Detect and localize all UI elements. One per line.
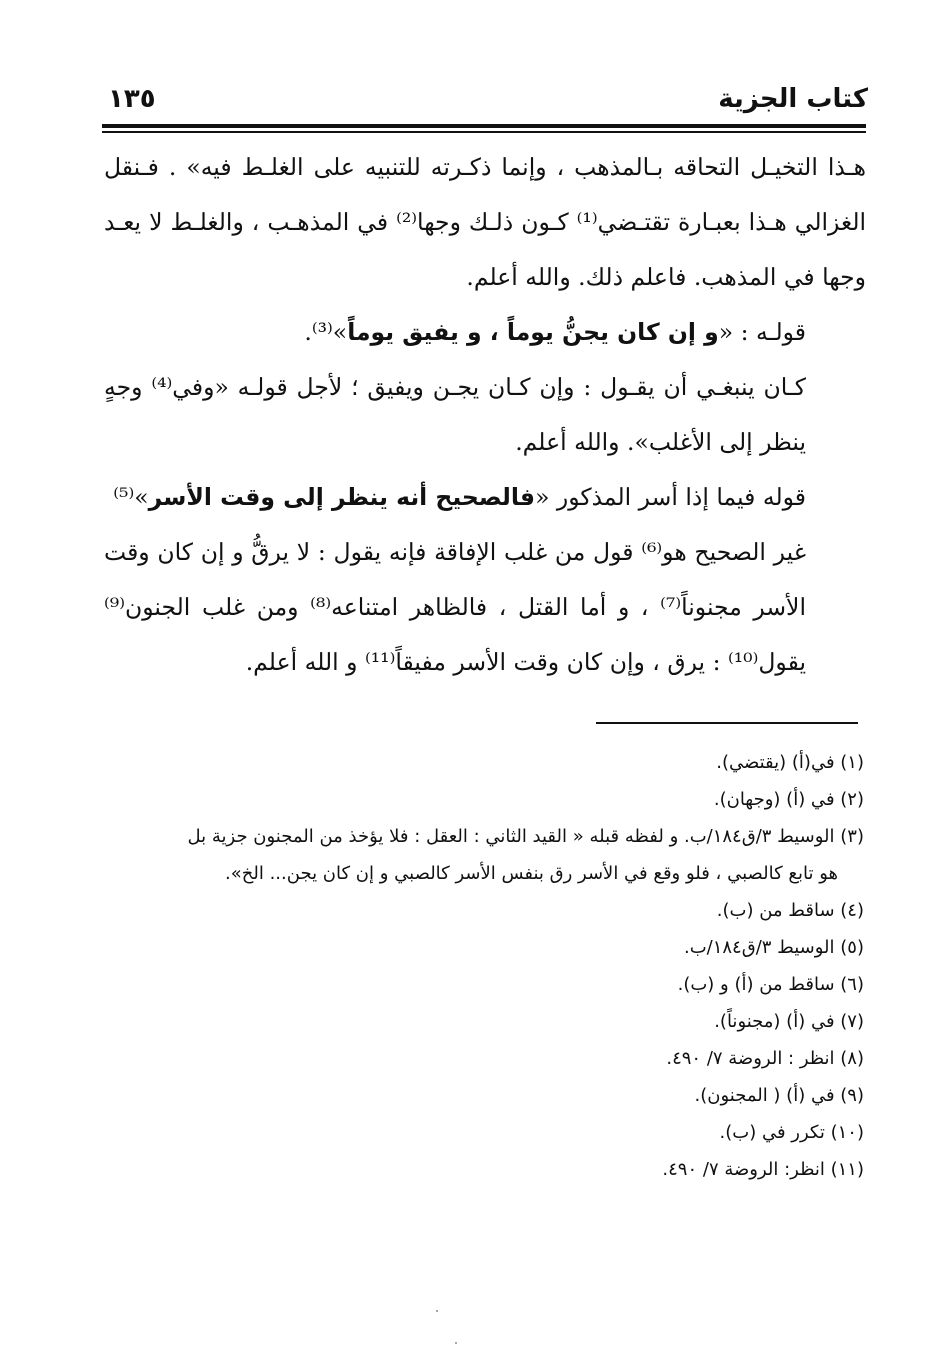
page-header <box>108 84 868 124</box>
header-rule-thin <box>102 131 866 133</box>
footnote-7: (٧) في (أ) (مجنوناً). <box>714 1011 864 1032</box>
paragraph-1: هـذا التخيـل التحاقه بـالمذهب ، وإنما ذكـرته للتنبيه على الغلـط فيه» . فـنقل الغزالي هـذا بعبـارة تقتـضي⁽¹⁾ كـون ذلـك وجها⁽²⁾ في المذهـب ، والغلـط لا يعـد وجها في المذهب. فاعلم ذلك. والله أعلم. <box>104 153 867 291</box>
paragraph-4-quote: فالصحيح أنه ينظر إلى وقت الأسر <box>148 483 536 511</box>
footnote-1: (١) في(أ) (يقتضي). <box>716 752 864 773</box>
paragraph-2 <box>104 305 866 360</box>
paragraph-2-quote: و إن كان يجنُّ يوماً ، و يفيق يوماً <box>347 318 719 346</box>
footnote-3: (٣) الوسيط ٣/ق١٨٤/ب. و لفظه قبله « القيد الثاني : العقل : فلا يؤخذ من المجنون جزية بل <box>187 826 864 847</box>
footnote-11: (١١) انظر: الروضة ٧/ ٤٩٠. <box>662 1159 864 1180</box>
scan-speck <box>436 1310 438 1312</box>
footnote-5: (٥) الوسيط ٣/ق١٨٤/ب. <box>683 937 864 958</box>
paragraph-3: كـان ينبغـي أن يقـول : وإن كـان يجـن ويفيق ؛ لأجل قولـه «وفي⁽⁴⁾ وجهٍ ينظر إلى الأغلب». والله أعلم. <box>104 373 806 456</box>
paragraph-2-lead: قولـه : « <box>718 318 806 346</box>
footnote-6: (٦) ساقط من (أ) و (ب). <box>677 974 864 995</box>
paragraph-2-tail: »⁽³⁾. <box>304 318 348 346</box>
scan-speck <box>455 1342 457 1344</box>
footnote-10: (١٠) تكرر في (ب). <box>719 1122 864 1143</box>
footnote-2: (٢) في (أ) (وجهان). <box>713 789 864 810</box>
main-text <box>104 140 866 690</box>
paragraph-4-tail: »⁽⁵⁾ <box>113 483 149 511</box>
paragraph-4-lead: قوله فيما إذا أسر المذكور « <box>535 483 806 511</box>
footnote-9: (٩) في (أ) ( المجنون). <box>694 1085 864 1106</box>
footnote-4: (٤) ساقط من (ب). <box>716 900 864 921</box>
footnotes <box>100 744 864 1188</box>
footnote-separator <box>596 722 858 724</box>
footnote-8: (٨) انظر : الروضة ٧/ ٤٩٠. <box>666 1048 864 1069</box>
page-number: ١٣٥ <box>108 84 156 114</box>
running-title: كتاب الجزية <box>718 84 868 114</box>
paragraph-5: غير الصحيح هو⁽⁶⁾ قول من غلب الإفاقة فإنه يقول : لا يرقُّ و إن كان وقت الأسر مجنوناً⁽⁷⁾ ، و أما القتل ، فالظاهر امتناعه⁽⁸⁾ ومن غلب الجنون⁽⁹⁾ يقول⁽¹⁰⁾ : يرق ، وإن كان وقت الأسر مفيقاً⁽¹¹⁾ و الله أعلم. <box>104 538 806 676</box>
footnote-3-continued: هو تابع كالصبي ، فلو وقع في الأسر رق بنفس الأسر كالصبي و إن كان يجن... الخ». <box>225 863 838 884</box>
header-rule-thick <box>102 124 866 128</box>
paragraph-4 <box>104 470 866 525</box>
